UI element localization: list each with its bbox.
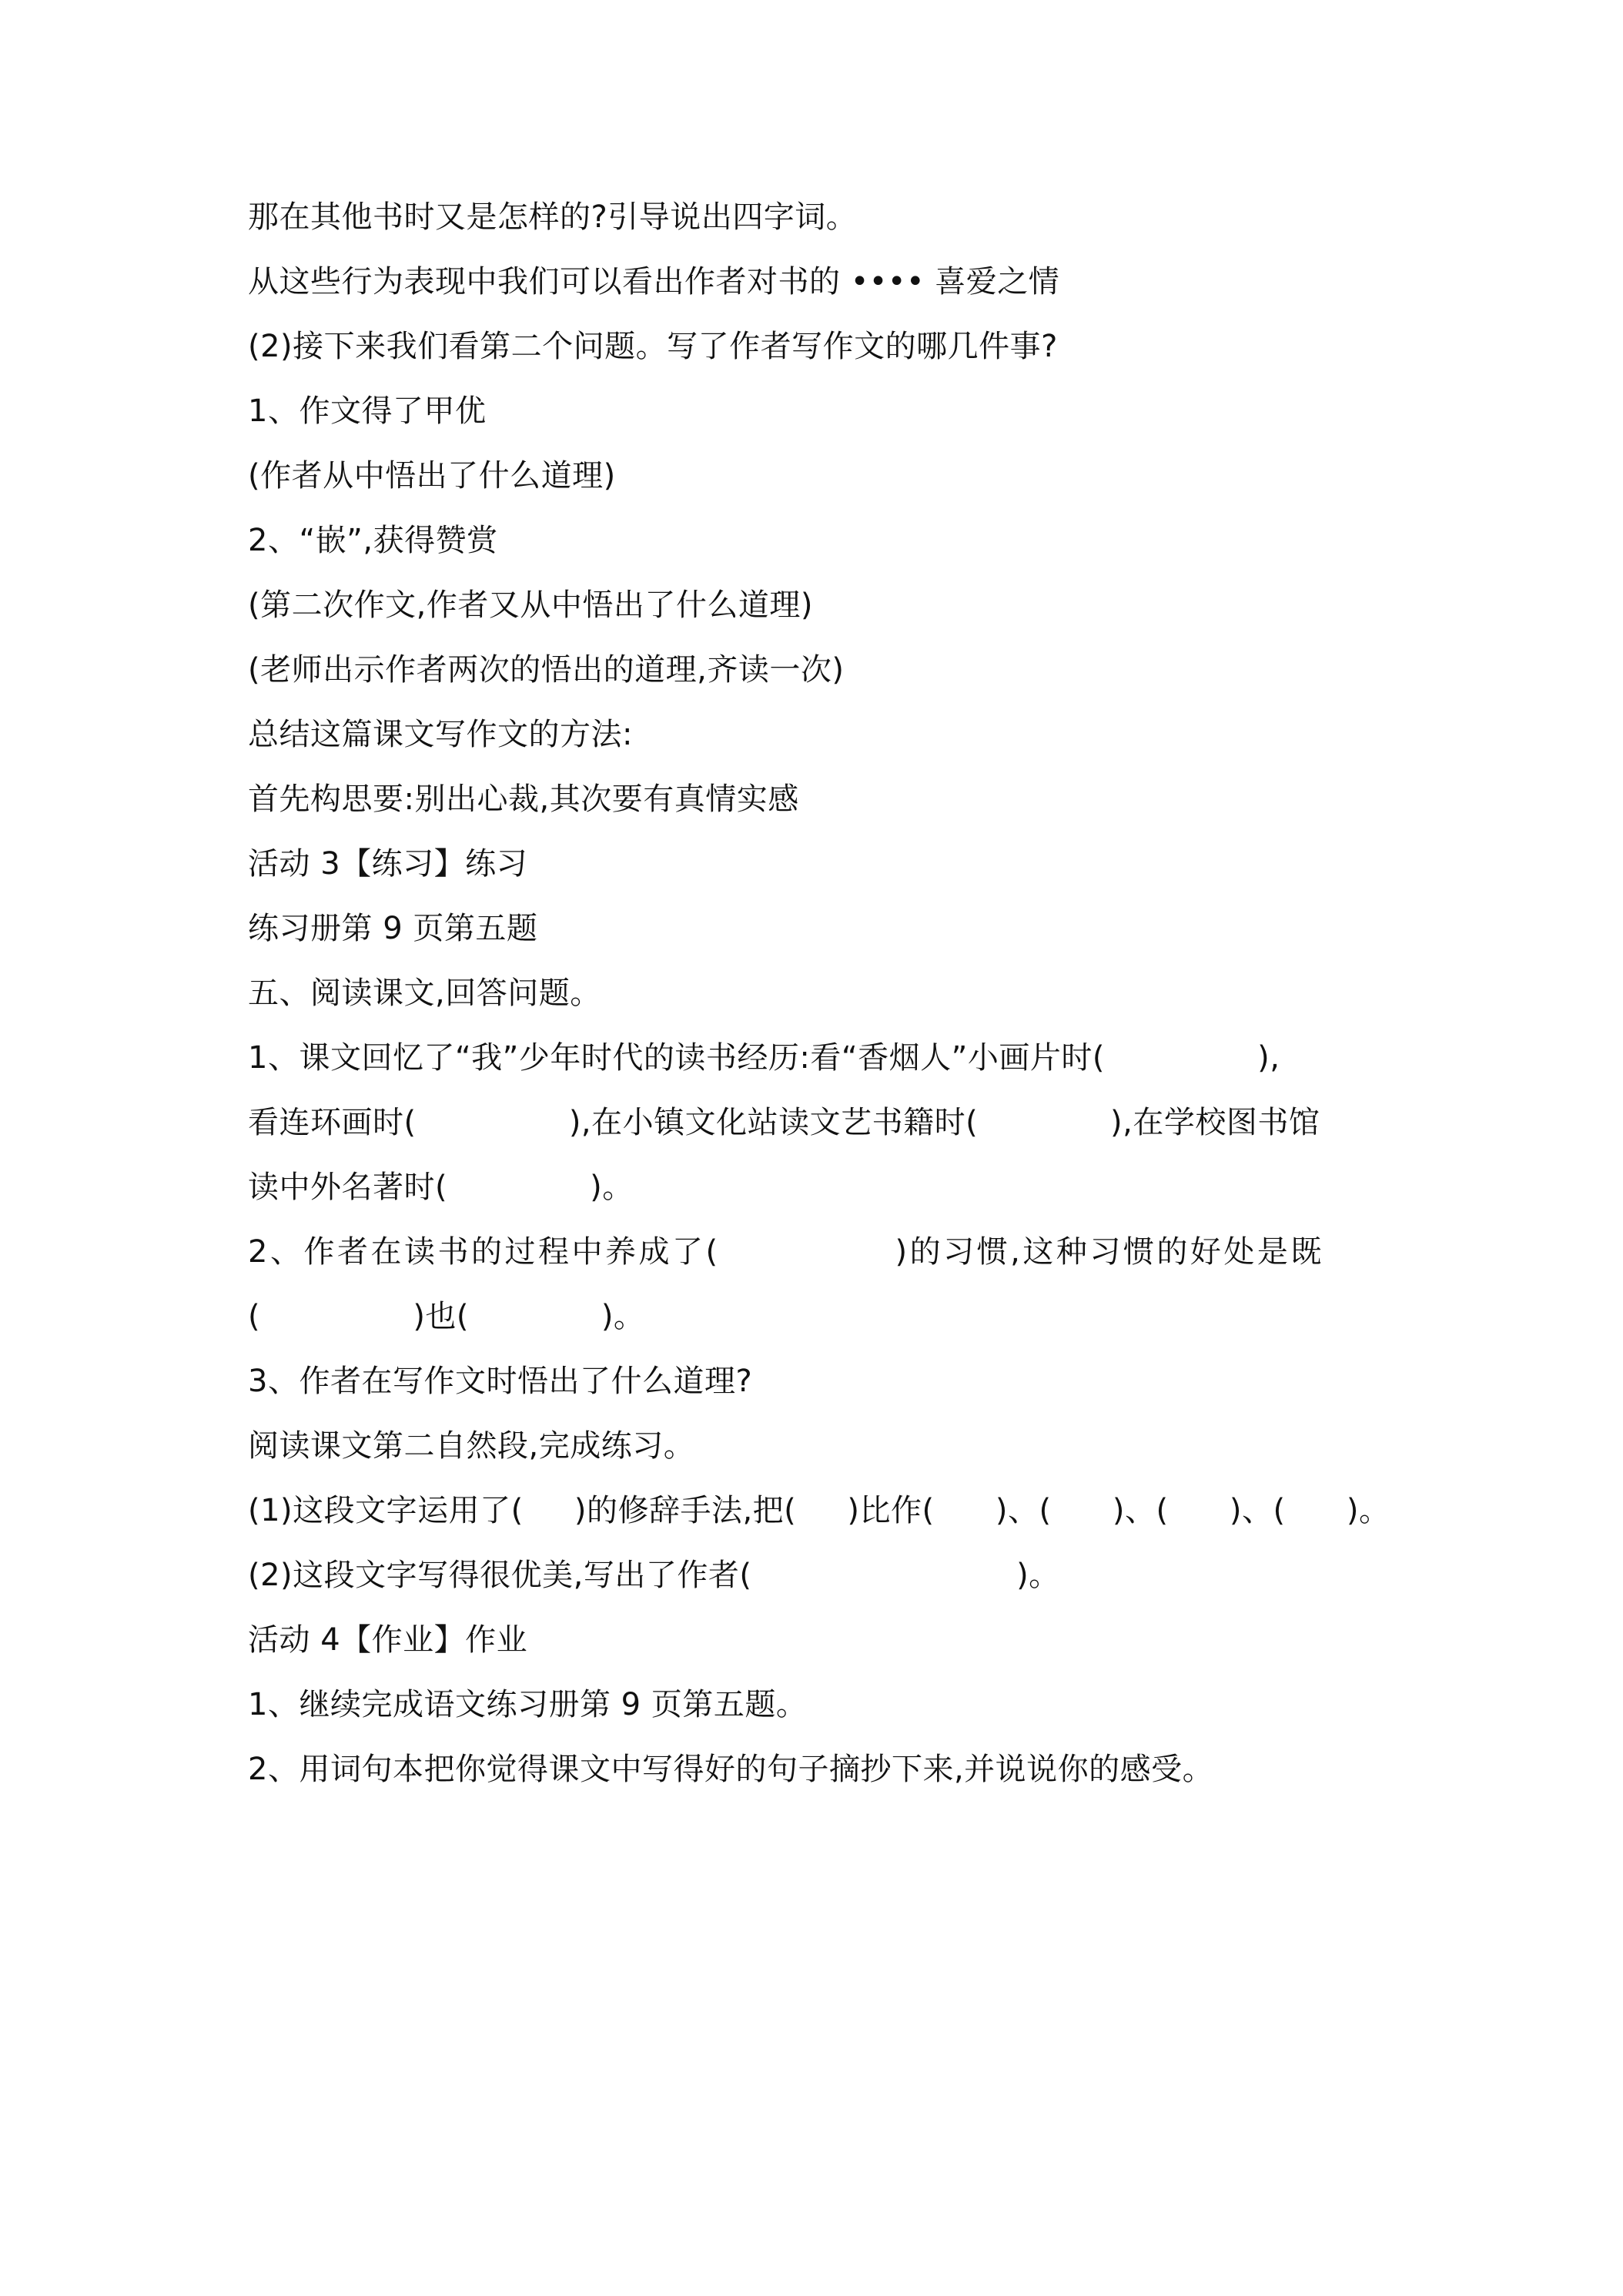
text-line: 阅读课文第二自然段,完成练习。 xyxy=(248,1428,695,1464)
text-line: (2)接下来我们看第二个问题。写了作者写作文的哪几件事? xyxy=(248,329,1058,364)
text-line: (第二次作文,作者又从中悟出了什么道理) xyxy=(248,587,813,623)
question-line: 2、作者在读书的过程中养成了( )的习惯,这种习惯的好处是既 xyxy=(248,1234,1324,1270)
section-heading: 活动 4【作业】作业 xyxy=(248,1622,528,1658)
question-line: ( )也( )。 xyxy=(248,1299,645,1334)
section-heading: 活动 3【练习】练习 xyxy=(248,846,528,882)
question-line: 1、课文回忆了“我”少年时代的读书经历:看“香烟人”小画片时( ), xyxy=(248,1040,1280,1076)
text-line: 总结这篇课文写作文的方法: xyxy=(248,717,633,752)
text-line: 2、用词句本把你觉得课文中写得好的句子摘抄下来,并说说你的感受。 xyxy=(248,1752,1214,1787)
text-line: 首先构思要:别出心裁,其次要有真情实感 xyxy=(248,782,799,817)
text-line: 五、阅读课文,回答问题。 xyxy=(248,976,601,1011)
question-line: (1)这段文字运用了( )的修辞手法,把( )比作( )、( )、( )、( )。 xyxy=(248,1493,1390,1528)
question-line: 看连环画时( ),在小镇文化站读文艺书籍时( ),在学校图书馆 xyxy=(248,1105,1320,1140)
text-line: 练习册第 9 页第五题 xyxy=(248,911,538,946)
text-line: 从这些行为表现中我们可以看出作者对书的 •••• 喜爱之情 xyxy=(248,264,1060,300)
text-line: 1、继续完成语文练习册第 9 页第五题。 xyxy=(248,1687,808,1722)
text-line: (作者从中悟出了什么道理) xyxy=(248,458,616,494)
question-line: 读中外名著时( )。 xyxy=(248,1170,634,1205)
question-line: 3、作者在写作文时悟出了什么道理? xyxy=(248,1364,753,1399)
text-line: 2、“嵌”,获得赞赏 xyxy=(248,523,498,558)
text-line: 那在其他书时又是怎样的?引导说出四字词。 xyxy=(248,199,858,235)
document-body xyxy=(248,185,1390,1802)
text-line: 1、作文得了甲优 xyxy=(248,393,487,429)
question-line: (2)这段文字写得很优美,写出了作者( )。 xyxy=(248,1558,1060,1593)
text-line: (老师出示作者两次的悟出的道理,齐读一次) xyxy=(248,652,845,688)
